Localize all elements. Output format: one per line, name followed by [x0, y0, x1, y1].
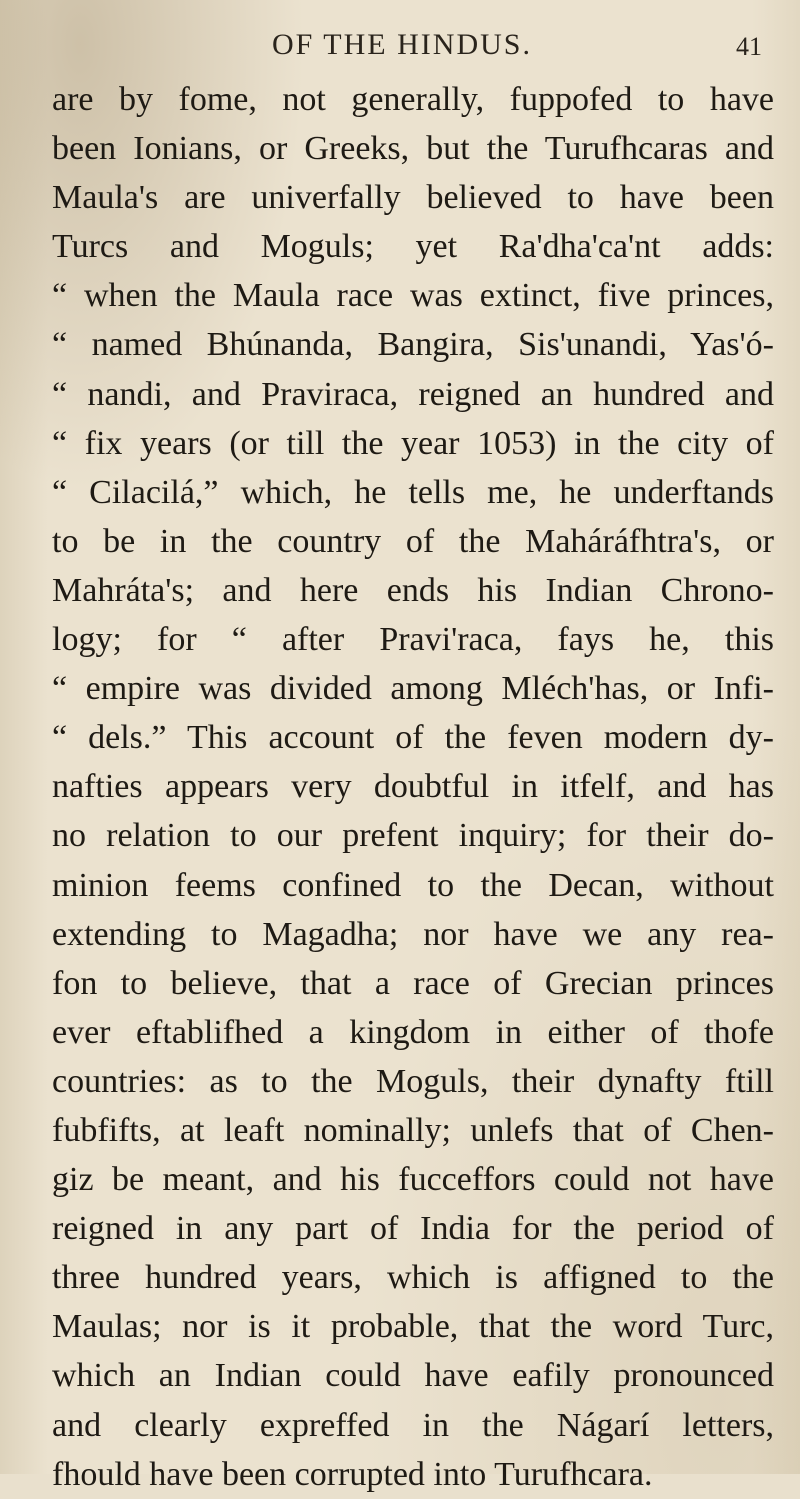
text-line: Maula's are univerfally believed to have been [52, 179, 774, 217]
text-line: and clearly expreffed in the Nágarí letters, [52, 1406, 774, 1444]
text-line: are by fome, not generally, fuppofed to have [52, 81, 774, 118]
text-line: “ when the Maula race was extinct, five princes, [52, 277, 774, 315]
text-line: logy; for “ after Pravi'raca, fays he, this [52, 621, 774, 659]
text-line: three hundred years, which is affigned to the [52, 1259, 774, 1297]
text-line: nafties appears very doubtful in itfelf, and has [52, 768, 774, 806]
text-line: no relation to our prefent inquiry; for their do- [52, 817, 774, 855]
text-line: Mahráta's; and here ends his Indian Chrono- [52, 571, 774, 609]
text-line: “ named Bhúnanda, Bangira, Sis'unandi, Yas'ó- [52, 326, 774, 364]
text-line: which an Indian could have eafily pronounced [52, 1357, 774, 1395]
text-line: “ nandi, and Praviraca, reigned an hundred and [52, 375, 774, 413]
text-line: ever eftablifhed a kingdom in either of thofe [52, 1013, 774, 1051]
text-line: giz be meant, and his fucceffors could not have [52, 1161, 774, 1199]
page-number: 41 [736, 32, 762, 61]
text-line: countries: as to the Moguls, their dynafty ftill [52, 1062, 774, 1100]
text-line: “ Cilacilá,” which, he tells me, he underftands [52, 473, 774, 511]
text-line: been Ionians, or Greeks, but the Turufhcaras and [52, 130, 774, 168]
text-line: fubfifts, at leaft nominally; unlefs that of Chen- [52, 1111, 774, 1149]
text-line: to be in the country of the Maháráfhtra's, or [52, 522, 774, 560]
page-header [0, 20, 800, 70]
text-line: reigned in any part of India for the period of [52, 1210, 774, 1248]
text-line: fon to believe, that a race of Grecian princes [52, 964, 774, 1002]
text-line: Turcs and Moguls; yet Ra'dha'ca'nt adds: [52, 228, 774, 266]
body-text [52, 75, 774, 1499]
text-line: Maulas; nor is it probable, that the word Turc, [52, 1308, 774, 1346]
text-line: “ fix years (or till the year 1053) in the city of [52, 424, 774, 462]
text-line: extending to Magadha; nor have we any rea- [52, 915, 774, 953]
text-line: fhould have been corrupted into Turufhcara. [52, 1455, 653, 1493]
text-line: “ empire was divided among Mléch'has, or Infi- [52, 670, 774, 708]
running-head: OF THE HINDUS. [272, 28, 532, 61]
text-line: minion feems confined to the Decan, without [52, 866, 774, 904]
text-line: “ dels.” This account of the feven modern dy- [52, 719, 774, 757]
